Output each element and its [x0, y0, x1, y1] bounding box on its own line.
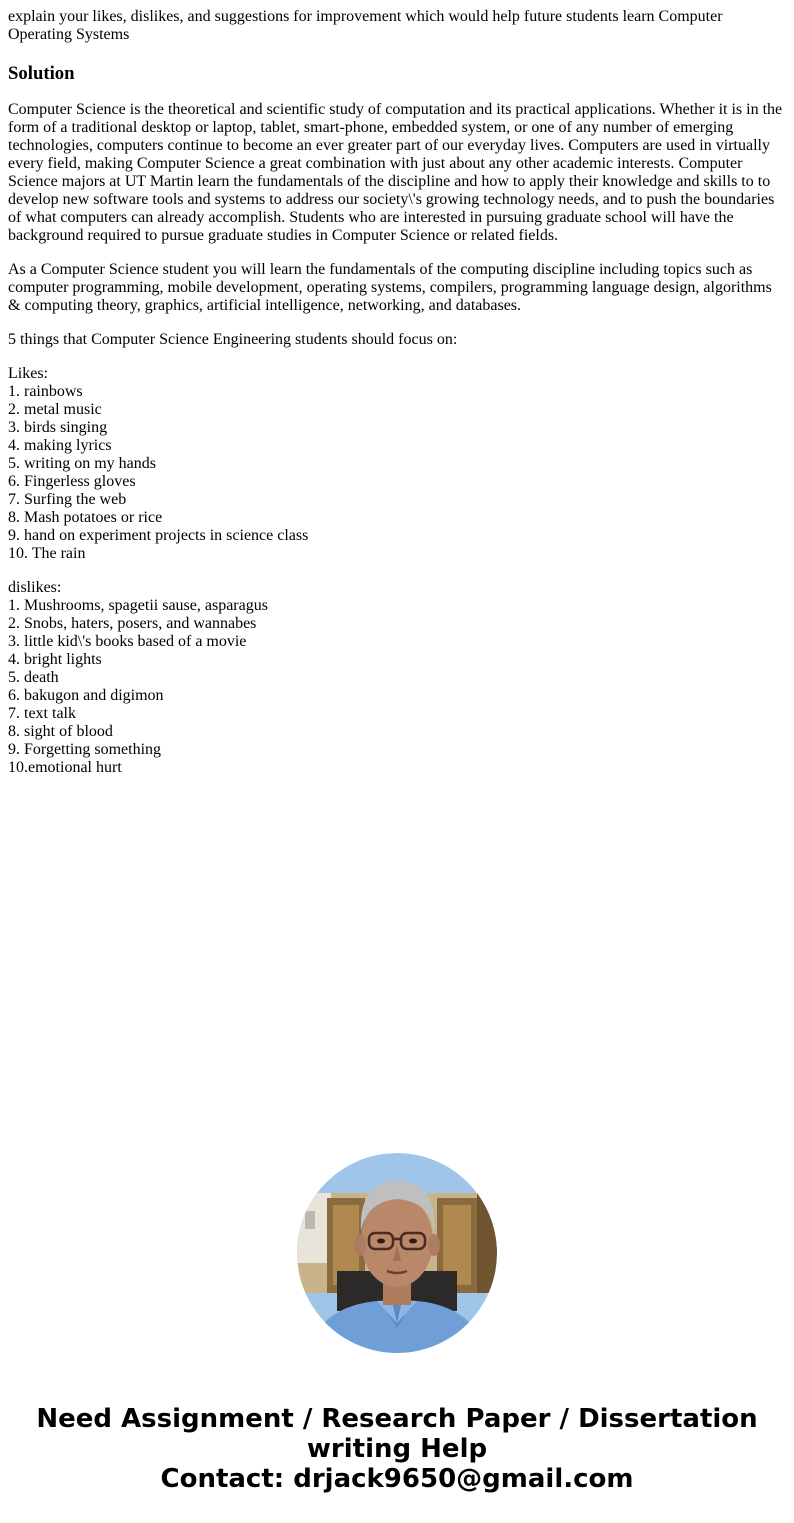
list-item: 4. bright lights	[8, 651, 102, 668]
dislikes-title: dislikes:	[8, 579, 62, 596]
list-item: 10. The rain	[8, 545, 86, 562]
banner-line-1: Need Assignment / Research Paper / Dissertation	[36, 1404, 758, 1434]
list-item: 4. making lyrics	[8, 437, 112, 454]
list-item: 1. Mushrooms, spagetii sause, asparagus	[8, 597, 268, 614]
list-item: 5. writing on my hands	[8, 455, 156, 472]
list-item: 7. Surfing the web	[8, 491, 127, 508]
document-body	[8, 8, 786, 777]
solution-heading: Solution	[8, 63, 75, 84]
list-item: 8. sight of blood	[8, 723, 113, 740]
intro-paragraph: Computer Science is the theoretical and scientific study of computation and its practical applications. Whether it is in the form of a traditional desktop or laptop, tablet, smart-phone, embedded system, or one of any number of emerging technologies, computers continue to become an ever greater part of our everyday lives. Computers are used in virtually every field, making Computer Science a great combination with just about any other academic interests. Computer Science majors at UT Martin learn the fundamentals of the discipline and how to apply their knowledge and skills to to develop new software tools and systems to address our society\'s growing technology needs, and to push the boundaries of what computers can already accomplish. Students who are interested in pursuing graduate school will have the background required to pursue graduate studies in Computer Science or related fields.	[8, 101, 783, 244]
list-item: 3. birds singing	[8, 419, 108, 436]
list-item: 6. Fingerless gloves	[8, 473, 136, 490]
banner-line-2: writing Help	[306, 1434, 488, 1464]
contact-email: Contact: drjack9650@gmail.com	[160, 1464, 634, 1494]
contact-banner	[0, 1404, 794, 1494]
likes-list	[8, 365, 786, 563]
fundamentals-paragraph: As a Computer Science student you will learn the fundamentals of the computing discipline including topics such as computer programming, mobile development, operating systems, compilers, programming language design, algorithms & computing theory, graphics, artificial intelligence, networking, and databases.	[8, 261, 772, 314]
list-item: 8. Mash potatoes or rice	[8, 509, 163, 526]
list-item: 3. little kid\'s books based of a movie	[8, 633, 247, 650]
list-item: 6. bakugon and digimon	[8, 687, 164, 704]
author-avatar	[297, 1153, 497, 1353]
list-item: 5. death	[8, 669, 59, 686]
list-item: 2. metal music	[8, 401, 102, 418]
question-text: explain your likes, dislikes, and suggestions for improvement which would help future students learn Computer Operating Systems	[8, 8, 723, 43]
list-item: 9. Forgetting something	[8, 741, 162, 758]
list-item: 1. rainbows	[8, 383, 83, 400]
focus-paragraph: 5 things that Computer Science Engineering students should focus on:	[8, 331, 458, 348]
dislikes-list	[8, 579, 786, 777]
list-item: 10.emotional hurt	[8, 759, 122, 776]
author-photo	[297, 1153, 497, 1353]
list-item: 7. text talk	[8, 705, 76, 722]
list-item: 2. Snobs, haters, posers, and wannabes	[8, 615, 257, 632]
likes-title: Likes:	[8, 365, 48, 382]
list-item: 9. hand on experiment projects in science class	[8, 527, 309, 544]
